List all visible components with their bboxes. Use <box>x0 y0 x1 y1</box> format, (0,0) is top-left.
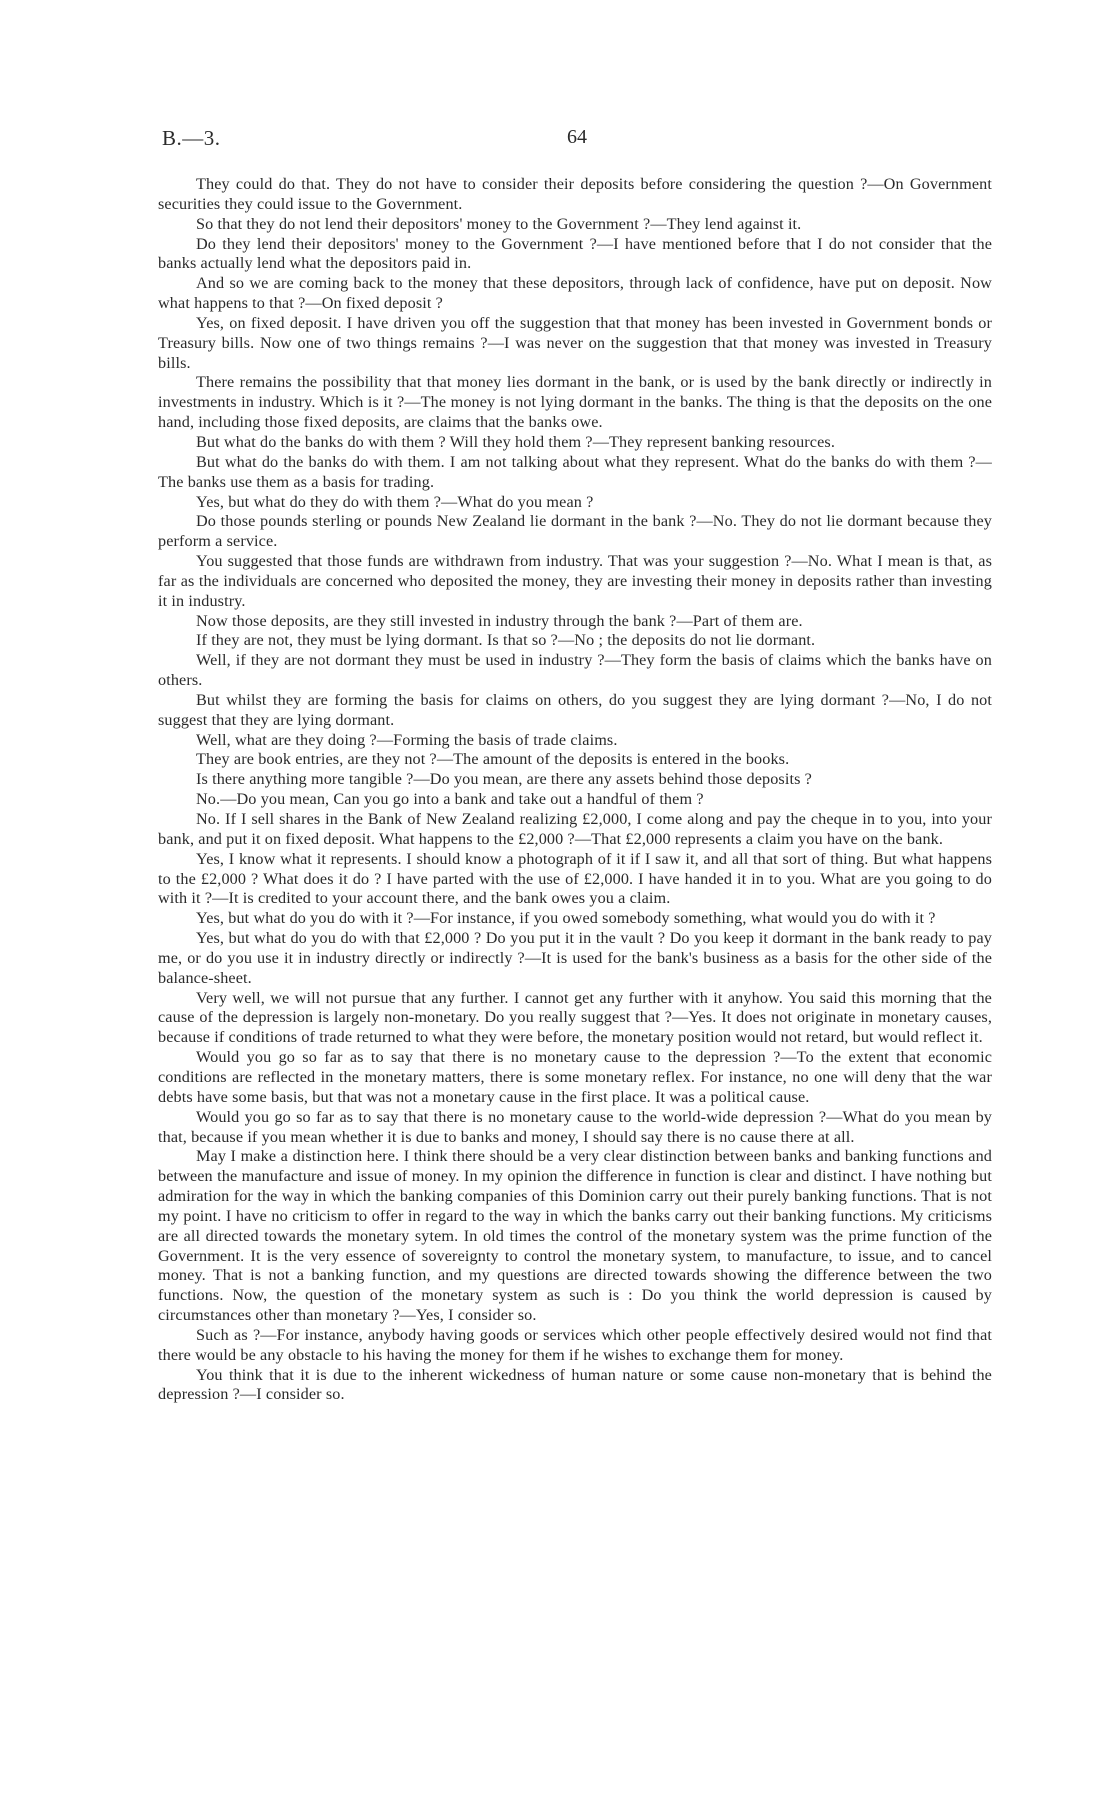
paragraph: Very well, we will not pursue that any further. I cannot get any further with it anyhow. You said this morning that the cause of the depression is largely non-monetary. Do you really suggest that ?—Yes. It does not originate in monetary causes, because if conditions of trade returned to what they were before, the monetary position would not retard, but would reflect it. <box>158 988 992 1047</box>
document-reference: B.—3. <box>162 126 221 150</box>
paragraph: Yes, but what do they do with them ?—What do you mean ? <box>196 492 594 511</box>
paragraph: Yes, but what do you do with that £2,000 ? Do you put it in the vault ? Do you keep it dormant in the bank ready to pay me, or do you use it in industry directly or indirectly ?—It is used for the bank's business as a basis for the other side of the balance-sheet. <box>158 929 992 987</box>
paragraph: Yes, I know what it represents. I should know a photograph of it if I saw it, and all that sort of thing. But what happens to the £2,000 ? What does it do ? I have parted with the use of £2,000. I have handed it in to you. What are you going to do with it ?—It is credited to your account there, and the bank owes you a claim. <box>158 849 992 908</box>
paragraph: They could do that. They do not have to consider their deposits before considering the question ?—On Government securities they could issue to the Government. <box>158 175 992 213</box>
paragraph: There remains the possibility that that money lies dormant in the bank, or is used by the bank directly or indirectly in investments in industry. Which is it ?—The money is not lying dormant in the banks. The thing is that the deposits on the one hand, including those fixed deposits, are claims that the banks owe. <box>158 373 992 432</box>
paragraph: Is there anything more tangible ?—Do you mean, are there any assets behind those deposits ? <box>196 770 812 789</box>
paragraph: So that they do not lend their depositors' money to the Government ?—They lend against it. <box>196 214 802 233</box>
paragraph: You think that it is due to the inherent wickedness of human nature or some cause non-monetary that is behind the depression ?—I consider so. <box>158 1365 992 1404</box>
paragraph: And so we are coming back to the money that these depositors, through lack of confidence, have put on deposit. Now what happens to that ?—On fixed deposit ? <box>158 274 992 313</box>
page-header <box>162 126 992 156</box>
paragraph: But what do the banks do with them ? Will they hold them ?—They represent banking resources. <box>196 432 836 451</box>
paragraph: Would you go so far as to say that there is no monetary cause to the world-wide depression ?—What do you mean by that, because if you mean whether it is due to banks and money, I should say there is no cause there at all. <box>158 1107 992 1146</box>
paragraph: Well, if they are not dormant they must be used in industry ?—They form the basis of claims which the banks have on others. <box>158 651 992 690</box>
paragraph: Now those deposits, are they still invested in industry through the bank ?—Part of them are. <box>196 611 803 630</box>
paragraph: Yes, but what do you do with it ?—For instance, if you owed somebody something, what would you do with it ? <box>196 909 936 928</box>
document-body <box>158 175 992 1405</box>
paragraph: No. If I sell shares in the Bank of New Zealand realizing £2,000, I come along and pay the cheque in to you, into your bank, and put it on fixed deposit. What happens to the £2,000 ?—That £2,000 represents a claim you have on the bank. <box>158 810 992 848</box>
paragraph: But what do the banks do with them. I am not talking about what they represent. What do the banks do with them ?—The banks use them as a basis for trading. <box>158 452 992 491</box>
paragraph: Do they lend their depositors' money to the Government ?—I have mentioned before that I do not consider that the banks actually lend what the depositors paid in. <box>158 234 992 273</box>
paragraph: Well, what are they doing ?—Forming the basis of trade claims. <box>196 730 618 749</box>
paragraph: But whilst they are forming the basis for claims on others, do you suggest they are lying dormant ?—No, I do not suggest that they are lying dormant. <box>158 690 992 729</box>
paragraph: You suggested that those funds are withdrawn from industry. That was your suggestion ?—No. What I mean is that, as far as the individuals are concerned who deposited the money, they are investing their money in deposits rather than investing it in industry. <box>158 552 992 610</box>
paragraph: Yes, on fixed deposit. I have driven you off the suggestion that that money has been invested in Government bonds or Treasury bills. Now one of two things remains ?—I was never on the suggestion that that money was invested in Treasury bills. <box>158 313 992 372</box>
paragraph: May I make a distinction here. I think there should be a very clear distinction between banks and banking functions and between the manufacture and issue of money. In my opinion the difference in function is clear and distinct. I have nothing but admiration for the way in which the banking companies of this Dominion carry out their purely banking functions. That is not my point. I have no criticism to offer in regard to the way in which the banks carry out their banking functions. My criticisms are all directed towards the monetary sytem. In old times the control of the monetary system was the prime function of the Government. It is the very essence of sovereignty to control the monetary system, to manufacture, to issue, and to cancel money. That is not a banking function, and my questions are directed towards showing the difference between the two functions. Now, the question of the monetary system as such is : Do you think the world depression is caused by circumstances other than monetary ?—Yes, I consider so. <box>158 1147 992 1325</box>
paragraph: If they are not, they must be lying dormant. Is that so ?—No ; the deposits do not lie dormant. <box>196 631 816 650</box>
paragraph: Would you go so far as to say that there is no monetary cause to the depression ?—To the extent that economic conditions are reflected in the monetary matters, there is some monetary reflex. For instance, no one will deny that the war debts have some basis, but that was not a monetary cause in the first place. It was a political cause. <box>158 1048 992 1106</box>
page-number: 64 <box>567 126 587 148</box>
paragraph: No.—Do you mean, Can you go into a bank and take out a handful of them ? <box>196 790 704 809</box>
paragraph: Do those pounds sterling or pounds New Zealand lie dormant in the bank ?—No. They do not lie dormant because they perform a service. <box>158 512 992 551</box>
paragraph: Such as ?—For instance, anybody having goods or services which other people effectively desired would not find that there would be any obstacle to his having the money for them if he wishes to exchange them for money. <box>158 1325 992 1364</box>
paragraph: They are book entries, are they not ?—The amount of the deposits is entered in the books. <box>196 750 790 769</box>
